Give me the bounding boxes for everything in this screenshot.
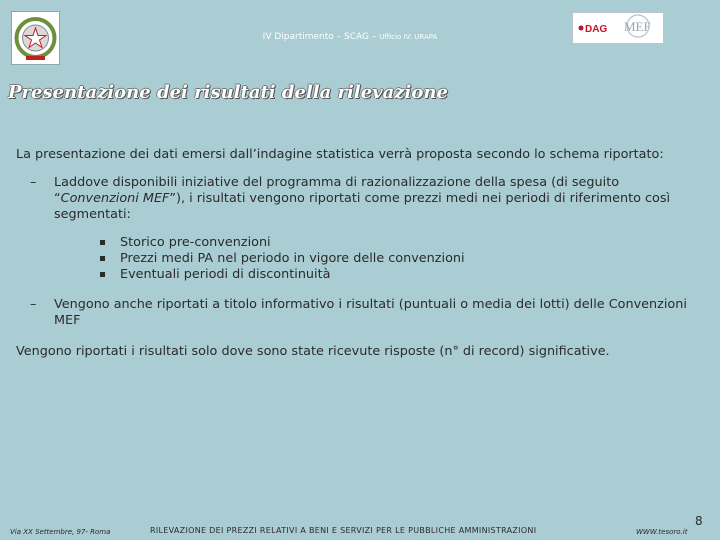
slide-title: Presentazione dei risultati della rilevazione — [8, 82, 448, 103]
intro-paragraph: La presentazione dei dati emersi dall’indagine statistica verrà proposta secondo lo schema riportato: — [16, 147, 664, 162]
square-bullet-icon — [100, 272, 105, 277]
segment-list — [16, 235, 706, 283]
sub-item-text: Eventuali periodi di discontinuità — [120, 267, 331, 282]
logo-mef-text: MEF — [624, 19, 651, 34]
footer-address: Via XX Settembre, 97- Roma — [10, 528, 111, 536]
list-item — [120, 251, 706, 267]
footer-website-link[interactable]: WWW.tesoro.it — [636, 528, 688, 536]
point-1-text-before: Laddove disponibili iniziative del programma di razionalizzazione della spesa (di seguito “ — [54, 175, 620, 206]
header-department: IV Dipartimento – SCAG – — [262, 32, 380, 42]
list-item — [120, 235, 706, 251]
point-convenzioni — [16, 175, 706, 223]
point-2-text: Vengono anche riportati a titolo informativo i risultati (puntuali o media dei lotti) delle Convenzioni MEF — [54, 297, 687, 328]
slide-content — [16, 147, 706, 360]
square-bullet-icon — [100, 256, 105, 261]
dash-marker: – — [30, 175, 37, 190]
point-1-text-after: ”), i risultati vengono riportati come prezzi medi nei periodi di riferimento così segmentati: — [54, 191, 671, 222]
dash-marker: – — [30, 297, 37, 312]
header-office: Ufficio IV: URAPA — [379, 33, 438, 41]
page-number: 8 — [695, 514, 703, 528]
point-informativo — [16, 297, 706, 329]
square-bullet-icon — [100, 240, 105, 245]
closing-paragraph: Vengono riportati i risultati solo dove sono state ricevute risposte (n° di record) significative. — [16, 344, 610, 359]
list-item — [120, 267, 706, 283]
sub-item-text: Storico pre-convenzioni — [120, 235, 271, 250]
header-logos — [572, 12, 664, 44]
footer-title: RILEVAZIONE DEI PREZZI RELATIVI A BENI E SERVIZI PER LE PUBBLICHE AMMINISTRAZIONI — [150, 526, 537, 535]
dag-mef-logos-icon — [573, 13, 663, 43]
sub-item-text: Prezzi medi PA nel periodo in vigore delle convenzioni — [120, 251, 465, 266]
point-1-emphasis: Convenzioni MEF — [60, 191, 170, 206]
logo-dag-text: DAG — [585, 24, 608, 35]
